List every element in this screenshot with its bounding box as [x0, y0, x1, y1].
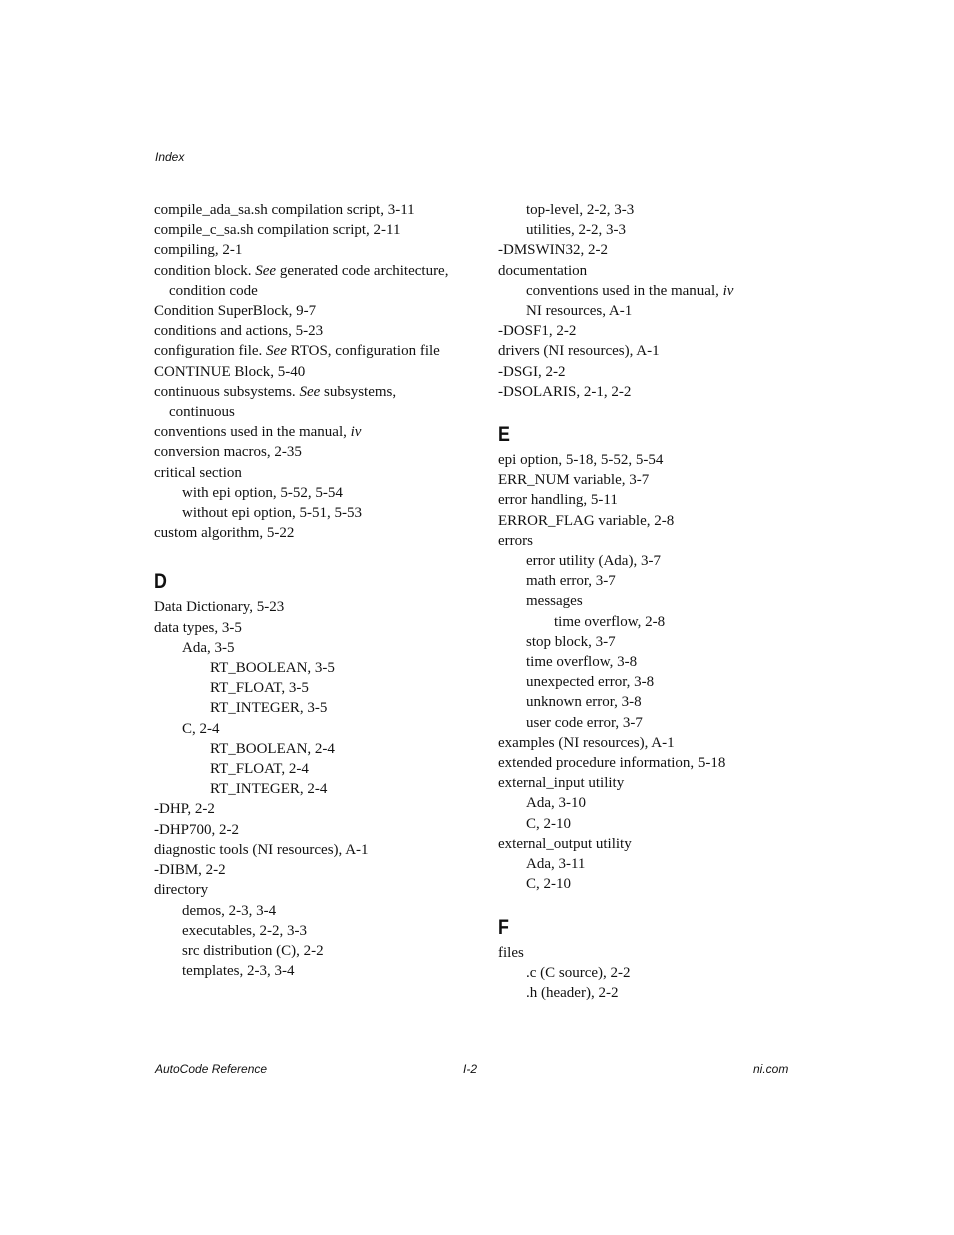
index-entry-text: -DHP, 2-2	[154, 801, 215, 818]
index-entry-text: drivers (NI resources), A-1	[498, 343, 660, 360]
index-entry-text: templates, 2-3, 3-4	[182, 963, 295, 980]
index-entry-text: user code error, 3-7	[526, 714, 643, 731]
index-entry	[498, 382, 798, 402]
index-entry-text: -DSGI, 2-2	[498, 363, 566, 380]
index-entry-text: conventions used in the manual,	[526, 282, 723, 299]
index-entry-text: .c (C source), 2-2	[526, 964, 631, 981]
index-entry	[154, 261, 454, 301]
index-entry-text: custom algorithm, 5-22	[154, 525, 295, 542]
index-entry-text: ERR_NUM variable, 3-7	[498, 472, 650, 489]
index-entry-text: diagnostic tools (NI resources), A-1	[154, 841, 369, 858]
index-entry-text: C, 2-4	[182, 720, 220, 737]
index-entry-text: data types, 3-5	[154, 619, 242, 636]
index-entry	[154, 301, 454, 321]
index-entry-text: RT_INTEGER, 2-4	[210, 781, 328, 798]
index-entry-text: error handling, 5-11	[498, 492, 618, 509]
index-subentry	[154, 503, 454, 523]
index-entry-text: NI resources, A-1	[526, 303, 633, 320]
index-entry-text: utilities, 2-2, 3-3	[526, 222, 626, 239]
index-subentry	[154, 678, 454, 698]
index-subentry	[498, 793, 798, 813]
index-entry	[154, 200, 454, 220]
index-subentry	[154, 719, 454, 739]
index-subentry	[154, 638, 454, 658]
index-entry-text: -DHP700, 2-2	[154, 821, 239, 838]
index-entry	[154, 341, 454, 361]
index-entry-text: unexpected error, 3-8	[526, 674, 655, 691]
index-entry	[498, 362, 798, 382]
index-entry-text: error utility (Ada), 3-7	[526, 553, 661, 570]
index-entry-text: RT_INTEGER, 3-5	[210, 700, 328, 717]
index-entry	[498, 450, 798, 470]
index-entry-text: extended procedure information, 5-18	[498, 755, 726, 772]
index-subentry	[498, 281, 798, 301]
index-subentry	[154, 698, 454, 718]
index-entry	[154, 618, 454, 638]
index-entry-text: -DOSF1, 2-2	[498, 323, 577, 340]
index-entry-text: errors	[498, 532, 533, 549]
index-entry-text: Ada, 3-11	[526, 856, 586, 873]
index-subentry	[154, 921, 454, 941]
index-section-letter: F	[498, 915, 509, 939]
index-entry	[498, 511, 798, 531]
index-entry-text: RT_BOOLEAN, 3-5	[210, 660, 335, 677]
index-entry	[154, 240, 454, 260]
index-entry-text: See	[255, 262, 277, 279]
index-subentry	[154, 961, 454, 981]
index-entry	[154, 220, 454, 240]
footer-title: AutoCode Reference	[155, 1062, 268, 1076]
index-subentry	[498, 301, 798, 321]
index-entry-text: epi option, 5-18, 5-52, 5-54	[498, 452, 664, 469]
index-entry-text: executables, 2-2, 3-3	[182, 922, 307, 939]
index-entry-text: C, 2-10	[526, 815, 571, 832]
index-entry	[498, 321, 798, 341]
index-entry-text: -DSOLARIS, 2-1, 2-2	[498, 383, 632, 400]
index-entry	[498, 261, 798, 281]
index-entry-text: RT_FLOAT, 3-5	[210, 680, 309, 697]
index-entry-text: documentation	[498, 262, 588, 279]
index-section-letter: D	[154, 570, 167, 594]
index-subentry	[498, 854, 798, 874]
index-entry-text: conversion macros, 2-35	[154, 444, 302, 461]
index-subentry	[498, 983, 798, 1003]
index-entry	[154, 442, 454, 462]
index-entry-text: .h (header), 2-2	[526, 984, 619, 1001]
index-entry-text: compile_c_sa.sh compilation script, 2-11	[154, 222, 401, 239]
index-entry-text: configuration file.	[154, 343, 267, 360]
index-entry-text: unknown error, 3-8	[526, 694, 642, 711]
index-entry-text: time overflow, 2-8	[554, 613, 666, 630]
index-entry-text: top-level, 2-2, 3-3	[526, 202, 635, 218]
index-subentry	[498, 692, 798, 712]
index-subentry	[154, 739, 454, 759]
index-entry-text: subsystems, continuous	[169, 383, 397, 421]
index-entry	[154, 523, 454, 543]
index-entry-text: external_output utility	[498, 835, 632, 852]
index-entry-text: Data Dictionary, 5-23	[154, 599, 285, 616]
index-entry-text: ERROR_FLAG variable, 2-8	[498, 512, 675, 529]
index-entry	[154, 597, 454, 617]
index-entry	[498, 490, 798, 510]
index-entry-text: C, 2-10	[526, 876, 571, 893]
index-subentry	[498, 200, 798, 220]
index-subentry	[498, 220, 798, 240]
index-entry-text: generated code architecture, condition code	[169, 262, 449, 299]
index-entry-text: without epi option, 5-51, 5-53	[182, 505, 362, 522]
index-entry-text: directory	[154, 882, 209, 899]
index-entry-text: -DMSWIN32, 2-2	[498, 242, 608, 259]
index-entry-text: continuous subsystems.	[154, 383, 300, 400]
index-subentry	[498, 963, 798, 983]
index-entry	[154, 382, 454, 422]
index-entry-text: messages	[526, 593, 583, 610]
index-subentry	[498, 672, 798, 692]
index-column-right	[498, 200, 798, 1003]
index-entry-text: with epi option, 5-52, 5-54	[182, 484, 343, 501]
index-entry-text: See	[266, 343, 287, 360]
index-entry	[498, 753, 798, 773]
index-entry-text: conventions used in the manual,	[154, 424, 351, 441]
index-subentry	[498, 713, 798, 733]
index-section-letter: E	[498, 423, 510, 447]
index-entry	[154, 840, 454, 860]
index-entry-text: iv	[722, 282, 734, 299]
index-entry	[498, 531, 798, 551]
index-subentry	[154, 901, 454, 921]
index-subentry	[498, 632, 798, 652]
footer-site: ni.com	[753, 1062, 789, 1076]
footer-page-number: I-2	[463, 1062, 478, 1076]
index-entry	[154, 820, 454, 840]
index-entry-text: -DIBM, 2-2	[154, 862, 226, 879]
index-column-left	[154, 200, 454, 981]
index-entry-text: compile_ada_sa.sh compilation script, 3-11	[154, 202, 415, 218]
index-entry	[498, 943, 798, 963]
index-entry-text: compiling, 2-1	[154, 242, 243, 259]
index-entry-text: Ada, 3-5	[182, 639, 235, 656]
index-entry	[498, 733, 798, 753]
index-entry-text: examples (NI resources), A-1	[498, 734, 675, 751]
index-entry-text: conditions and actions, 5-23	[154, 323, 324, 340]
index-subentry	[498, 874, 798, 894]
index-subentry	[498, 591, 798, 611]
index-entry-text: external_input utility	[498, 775, 625, 792]
index-subentry	[498, 814, 798, 834]
index-entry	[154, 880, 454, 900]
index-subentry	[154, 483, 454, 503]
index-entry-text: RTOS, configuration file	[286, 343, 440, 360]
index-entry-text: See	[299, 383, 321, 400]
running-head: Index	[155, 150, 185, 164]
index-entry	[498, 470, 798, 490]
index-entry	[154, 860, 454, 880]
index-entry	[154, 422, 454, 442]
index-entry-text: Condition SuperBlock, 9-7	[154, 303, 317, 320]
index-entry-text: CONTINUE Block, 5-40	[154, 363, 306, 380]
index-entry	[154, 799, 454, 819]
index-subentry	[154, 779, 454, 799]
index-entry-text: RT_FLOAT, 2-4	[210, 761, 309, 778]
index-subentry	[154, 941, 454, 961]
index-entry	[498, 240, 798, 260]
index-entry	[498, 773, 798, 793]
index-entry-text: RT_BOOLEAN, 2-4	[210, 740, 335, 757]
index-entry-text: demos, 2-3, 3-4	[182, 902, 277, 919]
index-entry	[154, 321, 454, 341]
index-entry-text: src distribution (C), 2-2	[182, 942, 324, 959]
index-entry	[498, 834, 798, 854]
index-entry-text: files	[498, 944, 524, 961]
index-entry-text: math error, 3-7	[526, 573, 616, 590]
index-entry	[154, 463, 454, 483]
index-subentry	[154, 658, 454, 678]
index-entry-text: iv	[350, 424, 362, 441]
index-entry-text: critical section	[154, 464, 242, 481]
index-entry-text: condition block.	[154, 262, 256, 279]
index-entry	[154, 362, 454, 382]
index-subentry	[498, 612, 798, 632]
index-entry	[498, 341, 798, 361]
index-subentry	[498, 652, 798, 672]
index-entry-text: Ada, 3-10	[526, 795, 586, 812]
index-entry-text: time overflow, 3-8	[526, 654, 638, 671]
index-subentry	[498, 551, 798, 571]
index-entry-text: stop block, 3-7	[526, 633, 616, 650]
index-subentry	[498, 571, 798, 591]
index-subentry	[154, 759, 454, 779]
